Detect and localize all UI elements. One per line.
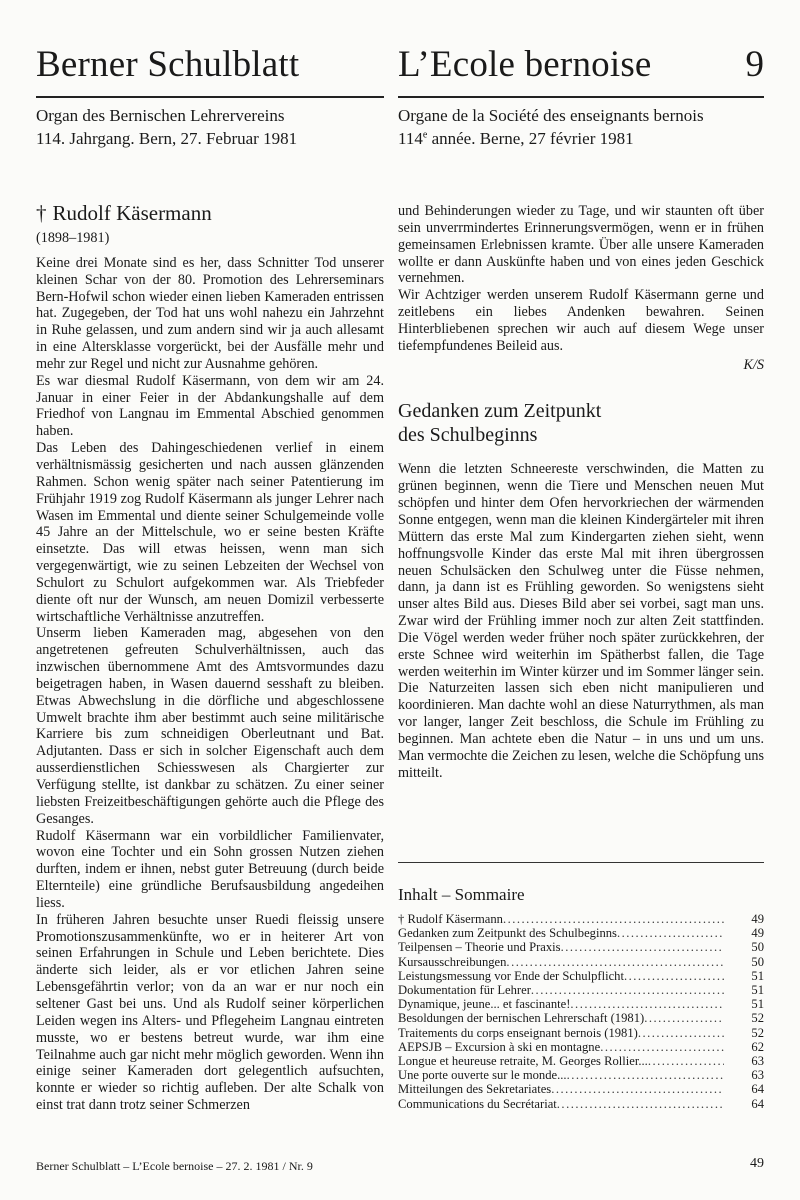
contents-item[interactable]: Leistungsmessung vor Ende der Schulpflicht ..... 51 [398, 969, 764, 983]
contents-list [398, 912, 764, 1111]
obituary-dates: (1898–1981) [36, 230, 110, 246]
dagger-symbol: † [36, 201, 47, 225]
contents-item[interactable]: Dokumentation für Lehrer ..... 51 [398, 983, 764, 997]
contents-item[interactable]: Mitteilungen des Sekretariates ..... 64 [398, 1082, 764, 1096]
obituary-title: Rudolf Käsermann [52, 201, 212, 225]
contents-item[interactable]: AEPSJB – Excursion à ski en montagne ..... 62 [398, 1040, 764, 1054]
masthead-rule-left [36, 96, 384, 98]
contents-item[interactable]: Traitements du corps enseignant bernois (1981) ..... 52 [398, 1026, 764, 1040]
essay-paragraph: Wenn die letzten Schneereste verschwinden, die Matten zu grünen beginnen, wenn die Tiere und Menschen neuen Mut schöpfen und hinter dem Ofen hervorkriechen der wärmenden Sonne entgegen, wenn man die kleinen Kindergärteler mit ihren Müttern das erste Mal zum Kindergarten ziehen sieht, wenn hoffnungsvolle Kinder das erste Mal mit ihren übergrossen neuen Schulsäcken den Schulweg unter die Füsse nehmen, dann, ja dann ist es Frühling geworden. So wenigstens sieht unser altes Bild aus. Dieses Bild aber sei vorbei, sagt man uns. Zwar wird der Frühling immer noch zur alten Zeit stattfinden. Die Vögel werden weder früher noch später zurückkehren, der erste Schnee wird weiterhin im Spätherbst fallen, die Tage werden weiterhin im Winter kürzer und im Sommer länger sein. Die Naturzeiten lassen sich eben nicht manipulieren und koordinieren. Man dachte wohl an diese Naturrythmen, als man vor langer, langer Zeit beschloss, die Schule im Frühling zu beginnen. Man achtete eben die Natur – in uns und um uns. Man vermochte die Zeichen zu lesen, welche die Schöpfung uns mitteilt. [398, 461, 764, 781]
obituary-paragraph: Rudolf Käsermann war ein vorbildlicher Familienvater, wovon eine Tochter und ein Sohn grossen Nutzen ziehen durften, indem er ihnen, nebst guter Betreuung (durch beide Elternteile) eine gründliche Berufsausbildung angedeihen liess. [36, 827, 384, 911]
essay-title-line2: des Schulbeginns [398, 424, 538, 447]
contents-item[interactable]: Une porte ouverte sur le monde... ..... 63 [398, 1068, 764, 1082]
contents-item[interactable]: Gedanken zum Zeitpunkt des Schulbeginns ..... 49 [398, 926, 764, 940]
page-footer: Berner Schulblatt – L’Ecole bernoise – 27. 2. 1981 / Nr. 9 [36, 1159, 313, 1173]
contents-item[interactable]: Kursausschreibungen ..... 50 [398, 955, 764, 969]
contents-item[interactable]: Besoldungen der bernischen Lehrerschaft (1981) ..... 52 [398, 1011, 764, 1025]
contents-item[interactable]: Dynamique, jeune... et fascinante! ..... 51 [398, 997, 764, 1011]
page-number: 49 [750, 1156, 764, 1171]
volume-date-fr: 114e année. Berne, 27 février 1981 [398, 129, 634, 148]
contents-item[interactable]: Longue et heureuse retraite, M. Georges Rollier... ..... 63 [398, 1054, 764, 1068]
masthead-title-fr: L’Ecole bernoise [398, 44, 652, 85]
masthead-subtitle-fr [398, 104, 704, 150]
contents-item[interactable]: † Rudolf Käsermann ..... 49 [398, 912, 764, 926]
contents-item[interactable]: Communications du Secrétariat ..... 64 [398, 1097, 764, 1111]
volume-date-de: 114. Jahrgang. Bern, 27. Februar 1981 [36, 129, 298, 148]
org-name-de: Organ des Bernischen Lehrervereins [36, 106, 285, 125]
contents-title: Inhalt – Sommaire [398, 885, 525, 904]
obituary-column [36, 200, 384, 1114]
obituary-paragraph: In früheren Jahren besuchte unser Ruedi fleissig unsere Promotionszusammenkünfte, wo er in heiterer Art von seinen Erfahrungen in Schule und Leben berichtete. Dies änderte sich leider, als er vor etlichen Jahren seine Lebensgefährtin verlor; von da an war er nur noch ein seltener Gast bei uns. Und als Rudolf seiner körperlichen Leiden wegen ins Alters- und Pflegeheim Langnau eintreten musste, wo er bestens betreut wurde, war ihm eine Teilnahme auch gar nicht mehr möglich geworden. Wenn ihn einige seiner Kameraden dort gelegentlich aufsuchten, konnte er wieder so richtig aufleben. Der alte Schalk von einst trat dann trotz seiner Schmerzen [36, 911, 384, 1114]
contents-rule [398, 862, 764, 863]
obituary-heading [36, 200, 384, 226]
masthead-subtitle-de [36, 104, 297, 150]
obituary-continuation: Wir Achtziger werden unserem Rudolf Käsermann gerne und zeitlebens ein liebes Andenken bewahren. Seinen Hinterbliebenen sprechen wir auch auf diesem Wege unser tiefempfundenes Beileid aus. [398, 287, 764, 354]
issue-number: 9 [745, 44, 764, 85]
essay-heading [398, 399, 764, 447]
obituary-paragraph: Es war diesmal Rudolf Käsermann, von dem wir am 24. Januar in einer Feier in der Abdankungshalle auf dem Friedhof von Langnau im Emmental Abschied genommen haben. [36, 372, 384, 440]
essay-title-line1: Gedanken zum Zeitpunkt [398, 400, 602, 423]
masthead-rule-right [398, 96, 764, 98]
right-column [398, 203, 764, 781]
obituary-paragraph: Unserm lieben Kameraden mag, abgesehen von den angetretenen gefreuten Schulverhältnissen, auch das inzwischen übernommene Amt des Amtsvormundes dazu beigetragen haben, in Wasen dauernd sesshaft zu bleiben. Etwas Abwechslung in die dörfliche und abgeschlossene Umwelt brachte ihm aber bestimmt auch seine militärische Karriere bis zum schneidigen Oberleutnant und Bat. Adjutanten. Dass er sich in solcher Eigenschaft auch dem ausserdienstlichen Schiesswesen als Chargierter zur Verfügung stellte, ist dankbar zu schätzen. Zu einer seiner liebsten Freizeitbeschäftigungen gehörte auch die Pflege des Gesanges. [36, 625, 384, 827]
contents-item[interactable]: Teilpensen – Theorie und Praxis ..... 50 [398, 940, 764, 954]
org-name-fr: Organe de la Société des enseignants bernois [398, 106, 704, 125]
masthead-title-de: Berner Schulblatt [36, 44, 300, 85]
obituary-paragraph: Keine drei Monate sind es her, dass Schnitter Tod unserer kleinen Schar von der 80. Promotion des Lehrerseminars Bern-Hofwil schon wieder einen lieben Kameraden entrissen hat. Zugegeben, der Tod hat uns wohl nahezu ein Jahrzehnt in Ruhe gelassen, und zum andern sind wir ja auch allesamt in eine Altersklasse vorgerückt, bei der Ausfälle mehr und mehr zur Regel und nicht zur Ausnahme gehören. [36, 254, 384, 372]
obituary-paragraph: Das Leben des Dahingeschiedenen verlief in einem verhältnismässig gesicherten und nach aussen glänzenden Rahmen. Schon wenig später nach seiner Patentierung im Frühjahr 1919 zog Rudolf Käsermann als junger Lehrer nach Wasen im Emmental und diente seiner Schulgemeinde volle 45 Jahre an der Mittelschule, wo er seine besten Kräfte einsetzte. Das will etwas heissen, wenn man sich vergegenwärtigt, wie zu seinen Lebzeiten der Wechsel von Schulort zu Schulort aufgekommen war. Als Triebfeder diente oft nur der Wunsch, am neuen Domizil verbesserte wirtschaftliche Verhältnisse anzutreffen. [36, 440, 384, 625]
obituary-signature: K/S [743, 356, 764, 373]
obituary-continuation: und Behinderungen wieder zu Tage, und wir staunten oft über sein unverrmindertes Erinnerungsvermögen, wenn er in frühen gemeinsamen Erlebnissen kramte. Über alle unsere Kameraden wollte er dann Auskünfte haben und von eines jeden Geschick vernehmen. [398, 203, 764, 287]
